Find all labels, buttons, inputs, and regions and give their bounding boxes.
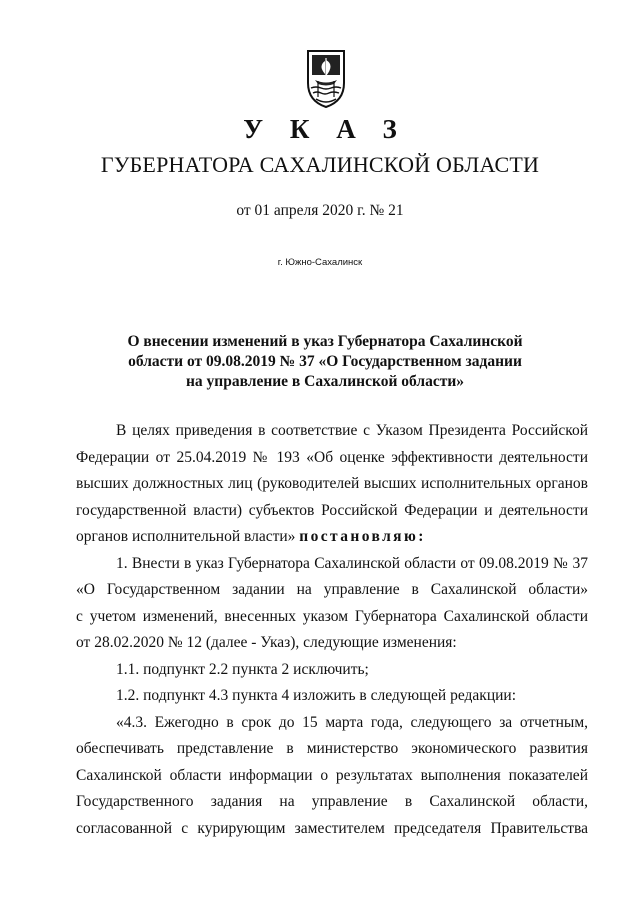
body-line: обеспечивать представление в министерство экономического развития bbox=[76, 740, 588, 757]
subject-line: О внесении изменений в указ Губернатора Сахалинской bbox=[127, 333, 523, 350]
document-type-title: У К А З bbox=[243, 114, 407, 144]
body-line: В целях приведения в соответствие с Указом Президента Российской bbox=[116, 422, 588, 439]
body-text: органов исполнительной власти» bbox=[76, 528, 296, 545]
document-body bbox=[76, 418, 588, 842]
body-line: согласованной с курирующим заместителем председателя Правительства bbox=[76, 819, 588, 837]
body-line: «4.3. Ежегодно в срок до 15 марта года, следующего за отчетным, bbox=[116, 713, 588, 731]
body-line: Сахалинской области информации о результатах выполнения показателей bbox=[76, 766, 588, 784]
document-subject bbox=[90, 332, 560, 392]
body-line: от 28.02.2020 № 12 (далее - Указ), следующие изменения: bbox=[76, 634, 457, 651]
document-date-number: от 01 апреля 2020 г. № 21 bbox=[236, 202, 404, 219]
body-line: 1. Внести в указ Губернатора Сахалинской области от 09.08.2019 № 37 bbox=[116, 554, 588, 572]
coat-of-arms-icon bbox=[304, 49, 348, 109]
body-line: «О Государственном задании на управление в Сахалинской области» bbox=[76, 581, 588, 598]
issuer-title: ГУБЕРНАТОРА САХАЛИНСКОЙ ОБЛАСТИ bbox=[100, 152, 540, 177]
body-line: с учетом изменений, внесенных указом Губернатора Сахалинской области bbox=[76, 607, 588, 625]
body-line: 1.2. подпункт 4.3 пункта 4 изложить в следующей редакции: bbox=[116, 687, 517, 704]
body-line bbox=[76, 524, 588, 551]
operative-word: постановляю: bbox=[299, 528, 426, 545]
body-line: высших должностных лиц (руководителей высших исполнительных органов bbox=[76, 475, 588, 492]
subject-line: области от 09.08.2019 № 37 «О Государственном задании bbox=[128, 353, 522, 370]
subject-line: на управление в Сахалинской области» bbox=[185, 373, 465, 390]
document-city: г. Южно-Сахалинск bbox=[277, 257, 363, 268]
body-line: 1.1. подпункт 2.2 пункта 2 исключить; bbox=[116, 660, 369, 678]
body-line: Государственного задания на управление в Сахалинской области, bbox=[76, 793, 588, 810]
body-line: Федерации от 25.04.2019 № 193 «Об оценке эффективности деятельности bbox=[76, 448, 588, 466]
body-line: государственной власти) субъектов Российской Федерации и деятельности bbox=[76, 501, 588, 519]
